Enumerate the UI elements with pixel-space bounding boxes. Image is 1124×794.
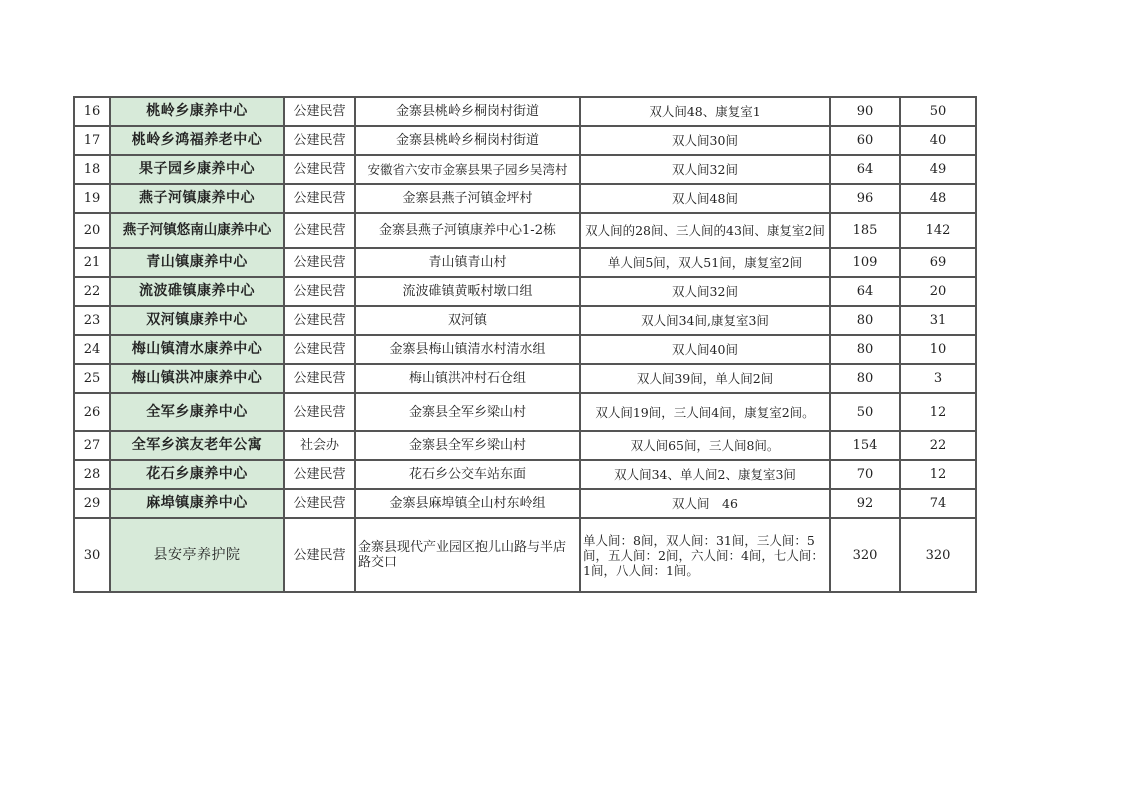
row-number: 24 <box>74 335 110 364</box>
row-number: 29 <box>74 489 110 518</box>
operation-type: 公建民营 <box>284 97 355 126</box>
table-row <box>74 306 976 335</box>
bed-count: 154 <box>830 431 900 460</box>
table-row <box>74 97 976 126</box>
table-row <box>74 155 976 184</box>
institution-name: 麻埠镇康养中心 <box>110 489 284 518</box>
occupied-count: 69 <box>900 248 976 277</box>
address: 金寨县全军乡梁山村 <box>355 393 580 431</box>
institution-name: 梅山镇洪冲康养中心 <box>110 364 284 393</box>
address: 安徽省六安市金寨县果子园乡吴湾村 <box>355 155 580 184</box>
address: 金寨县梅山镇清水村清水组 <box>355 335 580 364</box>
operation-type: 公建民营 <box>284 306 355 335</box>
operation-type: 公建民营 <box>284 126 355 155</box>
institution-name: 双河镇康养中心 <box>110 306 284 335</box>
bed-count: 64 <box>830 277 900 306</box>
row-number: 17 <box>74 126 110 155</box>
room-config: 单人间：8间，双人间：31间，三人间：5间，五人间：2间，六人间：4间，七人间：1间，八人间：1间。 <box>580 518 830 592</box>
room-config: 双人间65间，三人间8间。 <box>580 431 830 460</box>
address: 金寨县桃岭乡桐岗村街道 <box>355 97 580 126</box>
address: 金寨县现代产业园区抱儿山路与半店路交口 <box>355 518 580 592</box>
institution-name: 全军乡滨友老年公寓 <box>110 431 284 460</box>
institution-name: 青山镇康养中心 <box>110 248 284 277</box>
institution-name: 果子园乡康养中心 <box>110 155 284 184</box>
operation-type: 公建民营 <box>284 248 355 277</box>
table-body <box>74 97 976 592</box>
occupied-count: 40 <box>900 126 976 155</box>
room-config: 双人间39间，单人间2间 <box>580 364 830 393</box>
operation-type: 公建民营 <box>284 335 355 364</box>
occupied-count: 3 <box>900 364 976 393</box>
table-row <box>74 126 976 155</box>
row-number: 20 <box>74 213 110 248</box>
address: 金寨县桃岭乡桐岗村街道 <box>355 126 580 155</box>
institution-name: 全军乡康养中心 <box>110 393 284 431</box>
room-config: 双人间32间 <box>580 277 830 306</box>
row-number: 19 <box>74 184 110 213</box>
room-config: 双人间30间 <box>580 126 830 155</box>
row-number: 27 <box>74 431 110 460</box>
room-config: 双人间32间 <box>580 155 830 184</box>
bed-count: 96 <box>830 184 900 213</box>
operation-type: 公建民营 <box>284 364 355 393</box>
bed-count: 70 <box>830 460 900 489</box>
institution-name: 花石乡康养中心 <box>110 460 284 489</box>
row-number: 30 <box>74 518 110 592</box>
table-row <box>74 335 976 364</box>
occupied-count: 49 <box>900 155 976 184</box>
occupied-count: 20 <box>900 277 976 306</box>
bed-count: 109 <box>830 248 900 277</box>
institution-name: 梅山镇清水康养中心 <box>110 335 284 364</box>
table-row <box>74 489 976 518</box>
table-row <box>74 518 976 592</box>
institution-name: 县安亭养护院 <box>110 518 284 592</box>
address: 双河镇 <box>355 306 580 335</box>
row-number: 22 <box>74 277 110 306</box>
address: 花石乡公交车站东面 <box>355 460 580 489</box>
occupied-count: 10 <box>900 335 976 364</box>
operation-type: 公建民营 <box>284 518 355 592</box>
bed-count: 64 <box>830 155 900 184</box>
operation-type: 公建民营 <box>284 393 355 431</box>
row-number: 21 <box>74 248 110 277</box>
operation-type: 公建民营 <box>284 489 355 518</box>
bed-count: 320 <box>830 518 900 592</box>
occupied-count: 12 <box>900 460 976 489</box>
room-config: 双人间48间 <box>580 184 830 213</box>
table-row <box>74 248 976 277</box>
bed-count: 185 <box>830 213 900 248</box>
operation-type: 公建民营 <box>284 155 355 184</box>
room-config: 双人间34、单人间2、康复室3间 <box>580 460 830 489</box>
row-number: 26 <box>74 393 110 431</box>
row-number: 28 <box>74 460 110 489</box>
table-row <box>74 213 976 248</box>
row-number: 18 <box>74 155 110 184</box>
room-config: 双人间34间,康复室3间 <box>580 306 830 335</box>
occupied-count: 74 <box>900 489 976 518</box>
address: 青山镇青山村 <box>355 248 580 277</box>
operation-type: 社会办 <box>284 431 355 460</box>
occupied-count: 31 <box>900 306 976 335</box>
address: 金寨县燕子河镇康养中心1-2栋 <box>355 213 580 248</box>
room-config: 双人间 46 <box>580 489 830 518</box>
bed-count: 60 <box>830 126 900 155</box>
operation-type: 公建民营 <box>284 213 355 248</box>
operation-type: 公建民营 <box>284 184 355 213</box>
row-number: 25 <box>74 364 110 393</box>
table-row <box>74 184 976 213</box>
occupied-count: 142 <box>900 213 976 248</box>
address: 金寨县麻埠镇全山村东岭组 <box>355 489 580 518</box>
room-config: 双人间40间 <box>580 335 830 364</box>
bed-count: 50 <box>830 393 900 431</box>
table-row <box>74 393 976 431</box>
bed-count: 90 <box>830 97 900 126</box>
address: 梅山镇洪冲村石仓组 <box>355 364 580 393</box>
bed-count: 80 <box>830 306 900 335</box>
institution-name: 桃岭乡康养中心 <box>110 97 284 126</box>
table-row <box>74 277 976 306</box>
occupied-count: 48 <box>900 184 976 213</box>
operation-type: 公建民营 <box>284 460 355 489</box>
row-number: 23 <box>74 306 110 335</box>
institution-name: 桃岭乡鸿福养老中心 <box>110 126 284 155</box>
room-config: 单人间5间，双人51间，康复室2间 <box>580 248 830 277</box>
institution-name: 流波碓镇康养中心 <box>110 277 284 306</box>
bed-count: 92 <box>830 489 900 518</box>
table-row <box>74 364 976 393</box>
occupied-count: 12 <box>900 393 976 431</box>
room-config: 双人间19间，三人间4间，康复室2间。 <box>580 393 830 431</box>
row-number: 16 <box>74 97 110 126</box>
room-config: 双人间的28间、三人间的43间、康复室2间 <box>580 213 830 248</box>
nursing-home-table <box>73 96 977 593</box>
occupied-count: 22 <box>900 431 976 460</box>
institution-name: 燕子河镇康养中心 <box>110 184 284 213</box>
room-config: 双人间48、康复室1 <box>580 97 830 126</box>
occupied-count: 320 <box>900 518 976 592</box>
address: 流波碓镇黄畈村墩口组 <box>355 277 580 306</box>
address: 金寨县全军乡梁山村 <box>355 431 580 460</box>
table-row <box>74 431 976 460</box>
bed-count: 80 <box>830 364 900 393</box>
institution-name: 燕子河镇悠南山康养中心 <box>110 213 284 248</box>
operation-type: 公建民营 <box>284 277 355 306</box>
occupied-count: 50 <box>900 97 976 126</box>
bed-count: 80 <box>830 335 900 364</box>
address: 金寨县燕子河镇金坪村 <box>355 184 580 213</box>
table-row <box>74 460 976 489</box>
